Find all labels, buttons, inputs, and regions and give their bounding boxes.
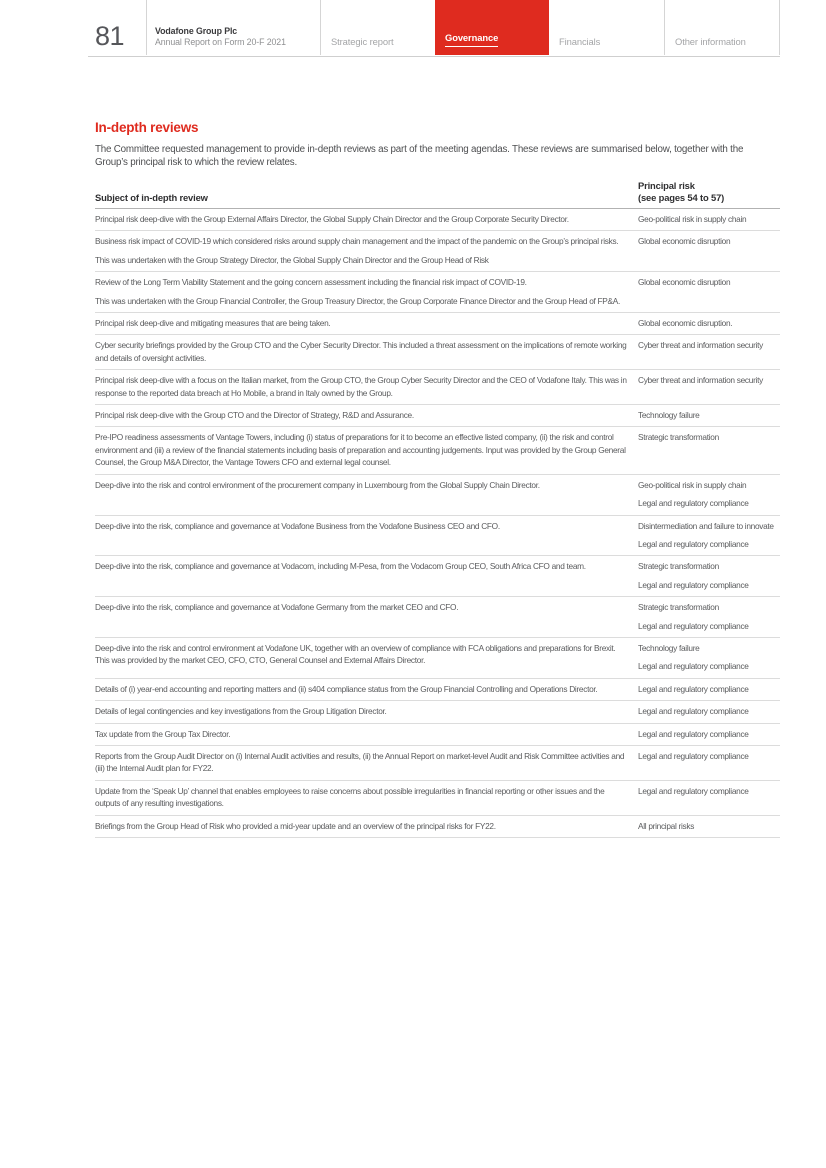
subject-paragraph: Principal risk deep-dive with a focus on the Italian market, from the Group CTO, the Group Cyber Security Director and the CEO of Vodafone Italy. This was in response to the reported data breach at Ho Mobile, a brand in Italy owned by the Group. <box>95 375 627 398</box>
table-row <box>95 679 780 701</box>
table-body <box>95 209 780 838</box>
page-number-cell <box>88 0 147 55</box>
subject-cell <box>95 560 638 591</box>
subject-paragraph: Details of (i) year-end accounting and reporting matters and (ii) s404 compliance status from the Group Financial Controlling and Operations Director. <box>95 683 598 694</box>
risk-cell <box>638 785 780 810</box>
risk-cell <box>638 705 780 717</box>
subject-cell <box>95 479 638 510</box>
subject-paragraph: Deep-dive into the risk, compliance and governance at Vodacom, including M-Pesa, from the Vodacom Group CEO, South Africa CFO and team. <box>95 561 586 572</box>
risk-label: Strategic transformation <box>638 602 719 613</box>
table-row <box>95 556 780 597</box>
table-row <box>95 638 780 679</box>
subject-cell <box>95 705 638 717</box>
brand-cell <box>147 0 321 55</box>
subject-paragraph: Reports from the Group Audit Director on (i) Internal Audit activities and results, (ii) the Annual Report on market-level Audit and Risk Committee activities and (iii) the Internal Audit plan for FY22. <box>95 750 625 774</box>
subject-paragraph: Deep-dive into the risk and control environment of the procurement company in Luxembourg from the Global Supply Chain Director. <box>95 479 540 490</box>
risk-label: Legal and regulatory compliance <box>638 498 749 509</box>
table-row <box>95 313 780 335</box>
tab-label: Strategic report <box>331 36 394 47</box>
subject-paragraph: Details of legal contingencies and key investigations from the Group Litigation Director. <box>95 706 387 717</box>
subject-paragraph: Pre-IPO readiness assessments of Vantage Towers, including (i) status of preparations for it to become an effective listed company, (ii) the risk and control environment and (iii) a review of the financial statements including basis of preparation and accounting judgements. Input was provided by the Group General Counsel, the Group M&A Director, the Vantage Towers CFO and external legal counsel. <box>95 432 626 468</box>
risk-cell <box>638 560 780 591</box>
risk-cell <box>638 750 780 775</box>
subject-cell <box>95 820 638 832</box>
subject-cell <box>95 520 638 551</box>
risk-label: Legal and regulatory compliance <box>638 661 749 672</box>
subject-cell <box>95 213 638 225</box>
risk-cell <box>638 601 780 632</box>
tab-governance[interactable] <box>435 0 549 55</box>
subject-cell <box>95 339 638 364</box>
risk-label: Cyber threat and information security <box>638 340 763 351</box>
table-row <box>95 516 780 557</box>
subject-cell <box>95 683 638 695</box>
brand-subtitle: Annual Report on Form 20-F 2021 <box>155 37 286 47</box>
risk-cell <box>638 728 780 740</box>
subject-paragraph: Principal risk deep-dive with the Group External Affairs Director, the Global Supply Chain Director and the Group Corporate Security Director. <box>95 214 569 224</box>
section-title: In-depth reviews <box>95 120 199 135</box>
tab-label: Financials <box>559 36 601 47</box>
brand-title: Vodafone Group Plc <box>155 26 238 36</box>
risk-cell <box>638 409 780 421</box>
subject-cell <box>95 728 638 740</box>
subject-cell <box>95 785 638 810</box>
column-header-principal-risk <box>638 180 780 204</box>
risk-label: Geo-political risk in supply chain <box>638 214 747 224</box>
table-row <box>95 427 780 474</box>
column-header-principal-risk-line1: Principal risk <box>638 180 695 191</box>
table-row <box>95 475 780 516</box>
risk-label: Strategic transformation <box>638 432 719 443</box>
risk-label: Legal and regulatory compliance <box>638 538 749 549</box>
table-row <box>95 781 780 816</box>
risk-label: All principal risks <box>638 820 695 831</box>
risk-cell <box>638 235 780 266</box>
risk-cell <box>638 276 780 307</box>
table-row <box>95 701 780 723</box>
risk-label: Disintermediation and failure to innovate <box>638 520 774 531</box>
table-row <box>95 724 780 746</box>
risk-label: Legal and regulatory compliance <box>638 750 749 761</box>
risk-label: Legal and regulatory compliance <box>638 785 749 796</box>
subject-cell <box>95 276 638 307</box>
risk-label: Global economic disruption <box>638 236 731 247</box>
risk-label: Strategic transformation <box>638 561 719 572</box>
subject-paragraph: Deep-dive into the risk and control environment at Vodafone UK, together with an overview of compliance with FCA obligations and preparations for Brexit. This was provided by the market CEO, CFO, CTO, General Counsel and External Affairs Director. <box>95 642 616 666</box>
risk-cell <box>638 683 780 695</box>
subject-cell <box>95 431 638 468</box>
subject-paragraph: Deep-dive into the risk, compliance and governance at Vodafone Business from the Vodafone Business CEO and CFO. <box>95 520 500 531</box>
nav-tabs <box>321 0 780 56</box>
risk-label: Cyber threat and information security <box>638 375 763 386</box>
column-header-principal-risk-line2: (see pages 54 to 57) <box>638 192 725 203</box>
subject-paragraph: Tax update from the Group Tax Director. <box>95 728 231 739</box>
subject-cell <box>95 235 638 266</box>
table-row <box>95 209 780 231</box>
tab-strategic-report[interactable] <box>321 0 435 55</box>
subject-cell <box>95 750 638 775</box>
subject-cell <box>95 374 638 399</box>
risk-label: Technology failure <box>638 642 700 653</box>
risk-label: Legal and regulatory compliance <box>638 579 749 590</box>
subject-cell <box>95 317 638 329</box>
risk-label: Technology failure <box>638 410 700 421</box>
subject-cell <box>95 601 638 632</box>
table-header-row <box>95 180 780 209</box>
subject-paragraph: Review of the Long Term Viability Statement and the going concern assessment including the financial risk impact of COVID-19. <box>95 277 527 288</box>
risk-cell <box>638 520 780 551</box>
table-row <box>95 746 780 781</box>
risk-cell <box>638 820 780 832</box>
tab-label: Other information <box>675 36 746 47</box>
subject-paragraph: Business risk impact of COVID-19 which considered risks around supply chain management and the impact of the pandemic on the Group’s principal risks. <box>95 236 619 247</box>
subject-paragraph: This was undertaken with the Group Financial Controller, the Group Treasury Director, the Group Corporate Finance Director and the Group Head of FP&A. <box>95 295 620 306</box>
risk-cell <box>638 642 780 673</box>
main-content <box>95 120 780 838</box>
table-row <box>95 272 780 313</box>
table-row <box>95 370 780 405</box>
subject-paragraph: Briefings from the Group Head of Risk who provided a mid-year update and an overview of the principal risks for FY22. <box>95 820 496 831</box>
subject-paragraph: Deep-dive into the risk, compliance and governance at Vodafone Germany from the market CEO and CFO. <box>95 602 459 613</box>
risk-label: Legal and regulatory compliance <box>638 728 749 739</box>
risk-label: Legal and regulatory compliance <box>638 683 749 694</box>
column-header-subject: Subject of in-depth review <box>95 192 208 203</box>
page-number: 81 <box>95 21 125 51</box>
subject-cell <box>95 409 638 421</box>
risk-label: Global economic disruption <box>638 277 731 288</box>
risk-cell <box>638 213 780 225</box>
risk-label: Legal and regulatory compliance <box>638 706 749 717</box>
risk-cell <box>638 431 780 468</box>
risk-label: Geo-political risk in supply chain <box>638 479 747 490</box>
tab-other-information[interactable] <box>665 0 780 55</box>
tab-financials[interactable] <box>549 0 665 55</box>
section-intro: The Committee requested management to provide in-depth reviews as part of the meeting agendas. These reviews are summarised below, together with the Group’s principal risk to which the review relates. <box>95 144 744 168</box>
table-row <box>95 231 780 272</box>
subject-paragraph: This was undertaken with the Group Strategy Director, the Global Supply Chain Director and the Group Head of Risk <box>95 254 489 265</box>
in-depth-reviews-table <box>95 180 780 838</box>
risk-label: Legal and regulatory compliance <box>638 620 749 631</box>
risk-cell <box>638 479 780 510</box>
risk-cell <box>638 317 780 329</box>
subject-paragraph: Principal risk deep-dive with the Group CTO and the Director of Strategy, R&D and Assurance. <box>95 410 414 421</box>
table-row <box>95 405 780 427</box>
subject-paragraph: Principal risk deep-dive and mitigating measures that are being taken. <box>95 318 331 329</box>
page-header <box>88 0 780 57</box>
risk-label: Global economic disruption. <box>638 318 733 329</box>
tab-label: Governance <box>445 32 498 47</box>
table-row <box>95 335 780 370</box>
table-row <box>95 816 780 838</box>
subject-paragraph: Update from the ‘Speak Up’ channel that enables employees to raise concerns about possible irregularities in financial reporting or other issues and the outputs of any resulting investigations. <box>95 785 605 809</box>
risk-cell <box>638 339 780 364</box>
risk-cell <box>638 374 780 399</box>
subject-cell <box>95 642 638 673</box>
table-row <box>95 597 780 638</box>
subject-paragraph: Cyber security briefings provided by the Group CTO and the Cyber Security Director. This included a threat assessment on the implications of remote working and details of oversight activities. <box>95 340 627 363</box>
